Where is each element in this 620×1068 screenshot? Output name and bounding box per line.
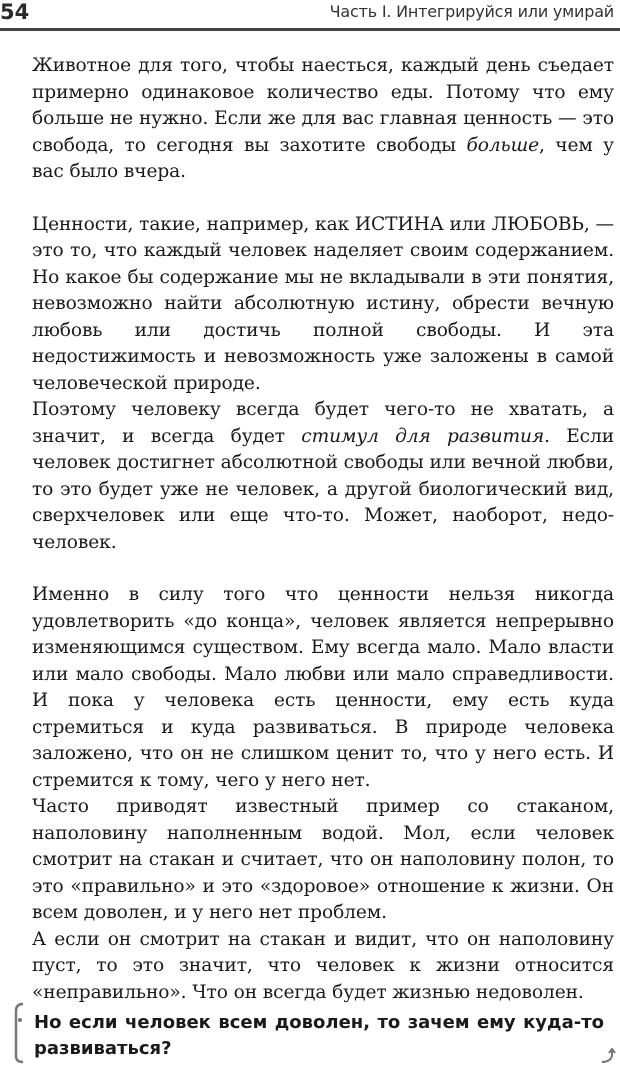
paragraph-2: Ценности, такие, например, как ИСТИНА или ЛЮБОВЬ, — это то, что каждый человек наделяет своим содержанием. Но какое бы содержание мы не вкладывали в эти понятия, невозможно найти абсолютную истину, обрести вечную любовь или достичь полной свободы. И эта недостижимость и невозможность уже заложены в самой человеческой природе. — [32, 213, 614, 394]
callout-box — [14, 1002, 616, 1064]
paragraph-5: Часто приводят известный пример со стаканом, наполовину наполненным водой. Мол, если человек смотрит на стакан и считает, что он наполовину полон, то это «правильно» и это «здоровое» отношение к жизни. Он всем доволен, и у него нет проблем. — [32, 796, 614, 923]
paragraph-6: А если он смотрит на стакан и видит, что он наполовину пуст, то это значит, что человек к жизни относится «неправильно». Что он всегда будет жизнью недоволен. — [32, 928, 614, 1003]
running-title: Часть I. Интегрируйся или умирай — [329, 2, 614, 21]
paragraph-3 — [32, 397, 614, 556]
callout-text: Но если человек всем доволен, то зачем ему куда-то развиваться? — [34, 1012, 604, 1059]
paragraph-3-text-a: Поэтому человеку всегда будет чего-то не хватать, а значит, и всегда будет — [32, 399, 614, 447]
paragraph-1-text-b: , чем у вас было вчера. — [32, 134, 615, 182]
page-number: 54 — [0, 0, 30, 24]
paragraph-3-emphasis: стимул для развития — [301, 425, 545, 447]
paragraph-1 — [32, 53, 614, 186]
bracket-quote-icon — [14, 1002, 24, 1064]
bracket-corner-icon — [600, 1048, 616, 1064]
header-rule — [0, 28, 620, 31]
paragraph-4: Именно в силу того что ценности нельзя никогда удовлетворить «до конца», человек является непрерывно изменяющимся существом. Ему всегда мало. Мало власти или мало свободы. Мало любви или мало справедливости. И пока у человека есть ценности, ему есть куда стремиться и куда развиваться. В природе человека заложено, что он не слишком ценит то, что у него есть. И стремится к тому, чего у него нет. — [32, 584, 614, 791]
paragraph-1-text-a: Животное для того, чтобы наесться, каждый день съедает примерно одинаковое количество еды. Потому что ему больше не нужно. Если же для вас главная ценность — это свобода, то сегодня вы захотите свободы — [32, 55, 614, 156]
paragraph-1-emphasis: больше — [466, 134, 539, 156]
body-text — [32, 53, 614, 1006]
page-header — [0, 0, 620, 30]
paragraph-3-text-b: . Если человек достигнет абсолютной свободы или вечной любви, то это будет уже не человек, а другой биологический вид, сверхчеловек или еще что-то. Может, наоборот, недо-человек. — [32, 425, 614, 553]
